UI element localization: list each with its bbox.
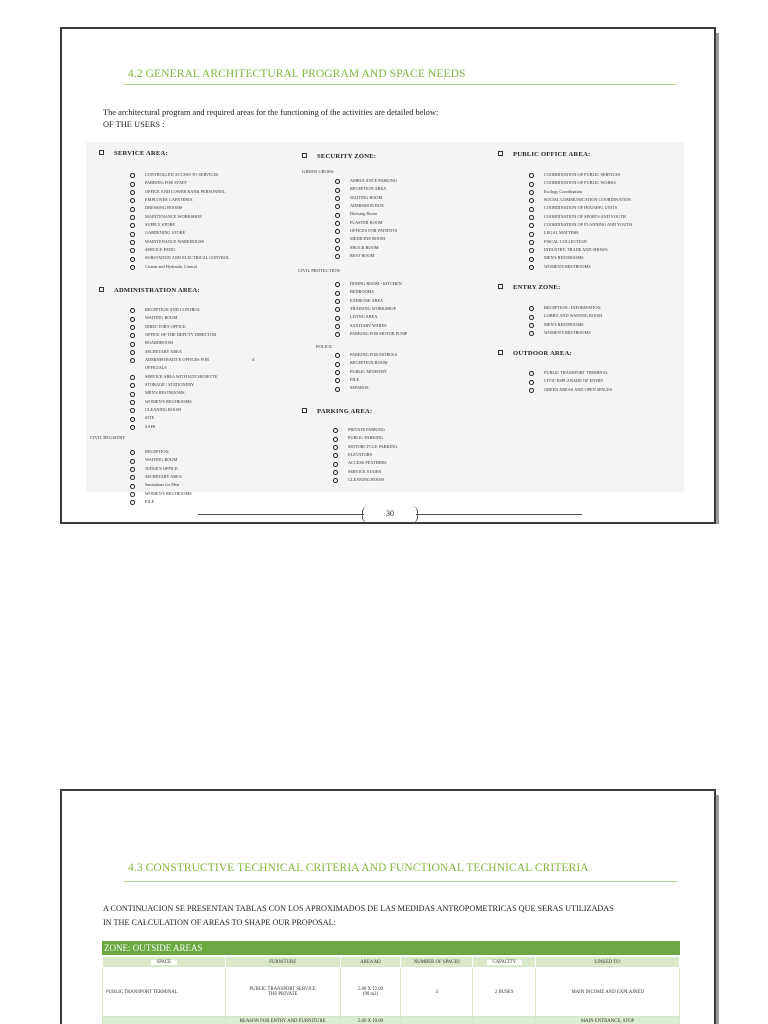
table-cell: 5.00 X 12.00 (90 m2) (340, 968, 401, 1017)
intro-text: The architectural program and required areas for the functioning of the activities are detailed below: (103, 108, 439, 117)
list-item: EXERCISE AREA (335, 297, 407, 305)
list-item: MOTORCYCLE PARKING (333, 443, 397, 451)
list-item: RECEPTION / INFORMATION (529, 304, 602, 312)
police-list (335, 351, 397, 393)
section-title: 4.3 CONSTRUCTIVE TECHNICAL CRITERIA AND FUNCTIONAL TECHNICAL CRITERIA (128, 862, 589, 874)
list-item: DINING ROOM - KITCHEN (335, 280, 407, 288)
list-item: Ecology Coordination (529, 188, 632, 196)
outdoor-area-list (529, 369, 612, 394)
list-item: ADMINISTRATIVE OFFICES FOR 4 (130, 356, 218, 364)
list-item: SECRETARY AREA (130, 473, 192, 481)
list-item: INDUSTRY, TRADE AND SHOWS (529, 246, 632, 254)
section-title: 4.2 GENERAL ARCHITECTURAL PROGRAM AND SPACE NEEDS (128, 68, 466, 80)
list-item: GARDENING STORE (130, 229, 230, 237)
table-cell: MAIN INCOME AND EXPLAINED (536, 968, 680, 1017)
list-item: RECEPTION AND CONTROL (130, 306, 218, 314)
list-item: LOBBY AND WAITING ROOM (529, 312, 602, 320)
list-item-count: 4 (252, 357, 255, 363)
document-page-2 (60, 789, 716, 1024)
list-item: FILE (130, 498, 192, 506)
list-item: RECEPTION (130, 448, 192, 456)
checkbox-icon (302, 153, 307, 158)
administration-area-list (130, 306, 255, 431)
service-area-title: SERVICE AREA: (114, 150, 168, 157)
list-item: OFFICES FOR PATIENTS (335, 227, 397, 235)
column-header: FURNITURE (225, 957, 340, 968)
list-item: OFFICIALS (145, 365, 167, 371)
list-item: SANITARY WARES (335, 322, 407, 330)
list-item: PLASTER ROOM (335, 219, 397, 227)
civil-protection-label: CIVIL PROTECTION (298, 268, 340, 273)
table-cell: 2 BUSES (473, 968, 536, 1017)
public-office-area-list (529, 171, 632, 271)
outdoor-area-title: OUTDOOR AREA: (513, 350, 572, 357)
list-item: PARKING FOR MOTOR PUMP (335, 330, 407, 338)
list-item: COORDINATION OF SPORTS AND YOUTH (529, 213, 632, 221)
list-item: MEDICINE ROOM (335, 235, 397, 243)
table-cell: 5.00 X 10.00 (340, 1017, 401, 1024)
list-item: JUDGE'S OFFICE (130, 465, 192, 473)
list-item: SAFE (130, 423, 218, 431)
list-item: COORDINATION OF PLANNING AND YOUTH (529, 221, 632, 229)
column-header: AREA M2 (340, 957, 401, 968)
zone-title-bar: ZONE: OUTSIDE AREAS (102, 941, 680, 955)
list-item: WOMEN'S RESTROOMS (130, 398, 218, 406)
list-item: SERVICE AREA WITH KITCHENETTE (130, 373, 218, 381)
green-cross-label: GREEN CROSS: (302, 169, 335, 174)
list-item: STORAGE / STATIONERY (130, 381, 218, 389)
list-item: WAITING ROOM (130, 456, 192, 464)
public-office-area-heading (498, 151, 590, 158)
list-item: BOARDROOM (130, 339, 218, 347)
list-item: SOCIAL COMMUNICATION COORDINATION (529, 196, 632, 204)
list-item: FILE (335, 376, 397, 384)
service-area-list (130, 171, 230, 271)
list-item: LEGAL MATTERS (529, 229, 632, 237)
title-underline (124, 84, 676, 85)
table-cell: REASON FOR ENTRY AND FURNITURE (225, 1017, 340, 1024)
list-item: COORDINATION OF PUBLIC SERVICES (529, 171, 632, 179)
list-item: SERVICE PATIO (130, 246, 230, 254)
green-cross-list (335, 177, 397, 260)
administration-area-heading (99, 287, 200, 294)
list-item: EMPLOYEE CAFETERIA (130, 196, 230, 204)
security-zone-title: SECURITY ZONE: (317, 153, 377, 160)
list-item: OFFICE OF THE DEPUTY DIRECTOR (130, 331, 218, 339)
column-header: NUMBER OF SPACES (401, 957, 473, 968)
administration-area-title: ADMINISTRATION AREA: (114, 287, 200, 294)
outside-areas-table (102, 956, 680, 1024)
table-cell: PUBLIC TRANSPORT SERVICE THE PRIVATE (225, 968, 340, 1017)
list-item: PUBLIC MINISTRY (335, 368, 397, 376)
list-item: CLEANING ROOM (333, 476, 397, 484)
column-header: SPACE (103, 957, 226, 968)
list-item: SEPAROS (335, 384, 397, 392)
document-page-1 (60, 27, 716, 524)
parking-area-list (333, 426, 397, 484)
list-item: MEN'S RESTROOMS (529, 254, 632, 262)
table-cell (401, 1017, 473, 1024)
list-item: ACCESS FEATHERS (333, 459, 397, 467)
intro-text-line2: IN THE CALCULATION OF AREAS TO SHAPE OUR PROPOSAL: (103, 918, 336, 927)
list-item: ELEVATORS (333, 451, 397, 459)
list-item: MAINTENANCE WORKSHOP (130, 213, 230, 221)
list-item: MEN'S RESTROOMS (130, 389, 218, 397)
list-item: SECRETARY AREA (130, 348, 218, 356)
column-header: LINKED TO: (536, 957, 680, 968)
list-item: LIVING AREA (335, 313, 407, 321)
entry-zone-heading (498, 284, 560, 291)
list-item: PUBLIC TRANSPORT TERMINAL (529, 369, 612, 377)
table-header-row (103, 957, 680, 968)
list-item: WOMEN'S RESTROOMS (529, 329, 602, 337)
civil-registry-label: CIVIL REGISTRY (90, 435, 126, 440)
entry-zone-title: ENTRY ZONE: (513, 284, 561, 291)
list-item: WAITING ROOM (130, 314, 218, 322)
list-item: SITE (130, 414, 218, 422)
checkbox-icon (302, 408, 307, 413)
list-item: WOMEN'S RESTROOMS (130, 490, 192, 498)
table-cell: MAIN ENTRANCE, STOP (536, 1017, 680, 1024)
column-header: CAPACITY (473, 957, 536, 968)
list-item: Sanitations for Men (130, 481, 192, 489)
list-item: RECEPTION AREA (335, 185, 397, 193)
list-item: CIVIC ESPLANADE OF ENTRY (529, 377, 612, 385)
list-item: ADMISSION BOX (335, 202, 397, 210)
footer-rule-left (198, 514, 364, 515)
table-row (103, 1017, 680, 1024)
list-item: AMBULANCE PARKING (335, 177, 397, 185)
table-cell: PUBLIC TRANSPORT TERMINAL (103, 968, 226, 1017)
list-item: PRIVATE PARKING (333, 426, 397, 434)
footer-rule-right (416, 514, 582, 515)
outdoor-area-heading (498, 350, 572, 357)
security-zone-heading (302, 153, 376, 160)
checkbox-icon (498, 151, 503, 156)
list-item: Dressing Room (335, 210, 397, 218)
title-underline (124, 881, 678, 882)
list-item: WOMEN'S RESTROOMS (529, 263, 632, 271)
parking-area-title: PARKING AREA: (317, 408, 373, 415)
civil-protection-list (335, 280, 407, 338)
list-item: SHOCK ROOM (335, 244, 397, 252)
list-item: DRESSING ROOMS (130, 204, 230, 212)
list-item: GREEN AREAS AND OPEN SPACES (529, 386, 612, 394)
public-office-area-title: PUBLIC OFFICE AREA: (513, 151, 591, 158)
table-cell: 2 (401, 968, 473, 1017)
list-item: FISCAL COLLECTION (529, 238, 632, 246)
list-item: RECEPTION ROOM (335, 359, 397, 367)
list-item: DIRECTOR'S OFFICE (130, 323, 218, 331)
intro-text: A CONTINUACION SE PRESENTAN TABLAS CON LOS APROXIMADOS DE LAS MEDIDAS ANTROPOMETRICAS QUE SERAS UTILIZADAS (103, 904, 614, 913)
list-item: SERVICE STAIRS (333, 468, 397, 476)
checkbox-icon (99, 287, 104, 292)
table-cell (473, 1017, 536, 1024)
list-item: PARKING FOR PATROLS (335, 351, 397, 359)
list-item: SUBSTATION AND ELECTRICAL CONTROL (130, 254, 230, 262)
users-heading: OF THE USERS : (103, 120, 165, 129)
list-item: SUPPLY STORE (130, 221, 230, 229)
list-item: COORDINATION OF PUBLIC WORKS (529, 179, 632, 187)
list-item: TRAINING WORKSHOP (335, 305, 407, 313)
list-item: WAITING ROOM (335, 194, 397, 202)
table-cell (103, 1017, 226, 1024)
list-item: MAINTENANCE WAREHOUSE (130, 238, 230, 246)
page-number: 30 (362, 506, 418, 523)
service-area-heading (99, 150, 168, 157)
list-item: MEN'S RESTROOMS (529, 321, 602, 329)
police-label: POLICE (316, 344, 333, 349)
list-item: COORDINATION OF HOUSING UNITS (529, 204, 632, 212)
checkbox-icon (498, 350, 503, 355)
list-item: PARKING FOR STAFF (130, 179, 230, 187)
list-item: PUBLIC PARKING (333, 434, 397, 442)
parking-area-heading (302, 408, 372, 415)
list-item: CLEANING ROOM (130, 406, 218, 414)
list-item: BEDROOMS (335, 288, 407, 296)
list-item: OFFICE AND LOWER RANK PERSONNEL (130, 188, 230, 196)
table-row (103, 968, 680, 1017)
list-item: CONTROLLED ACCESS TO SERVICES (130, 171, 230, 179)
entry-zone-list (529, 304, 602, 337)
checkbox-icon (99, 150, 104, 155)
list-item: REST ROOM (335, 252, 397, 260)
checkbox-icon (498, 284, 503, 289)
list-item: Cistern and Hydraulic Control (130, 263, 230, 271)
civil-registry-list (130, 448, 192, 506)
